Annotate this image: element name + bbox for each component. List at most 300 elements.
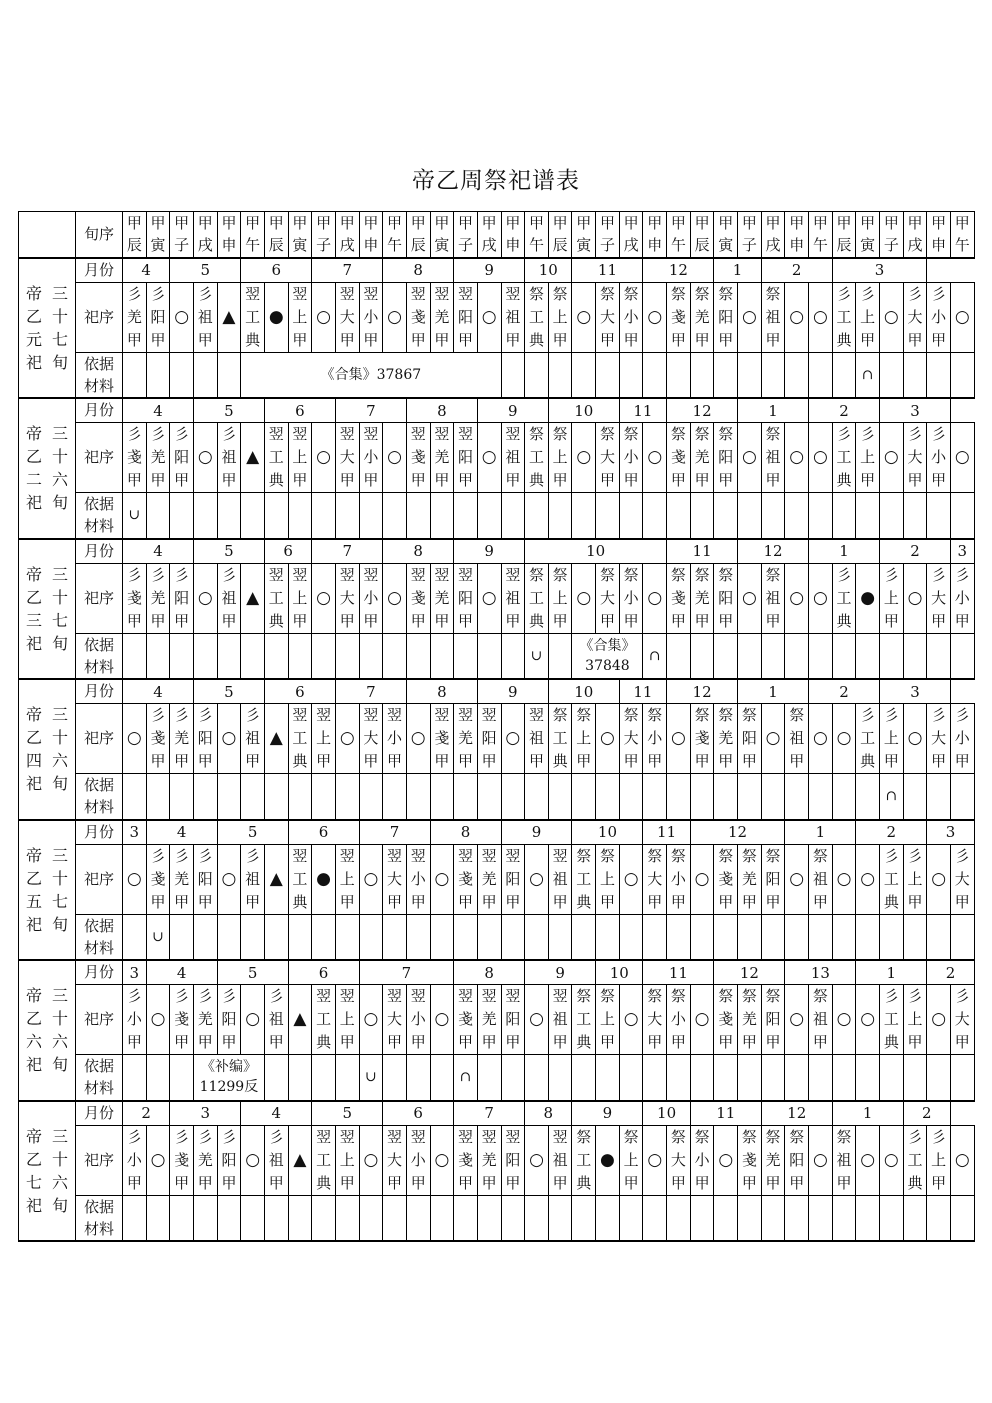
- sacrifice-cell: 彡 祖 甲: [264, 1125, 288, 1195]
- month-cell: 11: [619, 398, 666, 423]
- month-cell: 1: [809, 539, 880, 564]
- sacrifice-cell: ○: [856, 844, 880, 914]
- material-cell: [477, 1195, 501, 1241]
- sacrifice-cell: ○: [193, 423, 217, 493]
- sacrifice-cell: ○: [785, 423, 809, 493]
- reign-name: 帝 乙 二 祀: [25, 424, 42, 513]
- sacrifice-cell: 祭 工 典: [572, 1125, 596, 1195]
- sacrifice-cell: 祭 戔 甲: [714, 844, 738, 914]
- material-cell: [193, 493, 217, 539]
- sacrifice-cell: 祭 小 甲: [619, 282, 643, 352]
- sacrifice-cell: ○: [643, 563, 667, 633]
- sacrifice-cell: 祭 羌 甲: [714, 704, 738, 774]
- material-cell: [832, 493, 856, 539]
- sacrifice-cell: ○: [714, 1125, 738, 1195]
- material-citation-cell: ∩: [880, 774, 904, 820]
- month-cell: 11: [619, 679, 666, 704]
- sacrifice-cell: ▲: [288, 985, 312, 1055]
- material-cell: [359, 774, 383, 820]
- material-cell: [170, 774, 194, 820]
- xun-header-cell: 甲 子: [596, 212, 620, 258]
- material-cell: [548, 633, 572, 679]
- month-cell: 6: [383, 1101, 454, 1126]
- material-cell: [690, 774, 714, 820]
- material-cell: [619, 352, 643, 398]
- month-cell: 12: [667, 398, 738, 423]
- month-cell: 8: [383, 258, 454, 283]
- material-cell: [288, 493, 312, 539]
- sacrifice-cell: 祭 戔 甲: [738, 1125, 762, 1195]
- material-cell: [667, 352, 691, 398]
- material-cell: [950, 1055, 974, 1101]
- material-cell: [856, 633, 880, 679]
- reign-name: 帝 乙 六 祀: [25, 986, 42, 1075]
- sacrifice-cell: 彡 羌 甲: [193, 1125, 217, 1195]
- sacrifice-cell: 彡 小 甲: [123, 985, 147, 1055]
- material-cell: [241, 633, 265, 679]
- sacrifice-cell: 翌 上 甲: [335, 1125, 359, 1195]
- material-cell: [170, 1055, 194, 1101]
- material-cell: [525, 1055, 549, 1101]
- sacrifice-cell: 彡 戔 甲: [170, 1125, 194, 1195]
- month-cell: 1: [714, 258, 761, 283]
- reign-label: [19, 960, 76, 1101]
- month-cell: 3: [927, 820, 974, 845]
- month-row-label: 月份: [76, 1101, 123, 1126]
- sacrifice-cell: 翌 工 典: [264, 423, 288, 493]
- material-cell: [123, 352, 147, 398]
- sacrifice-cell: 翌 祖 甲: [501, 282, 525, 352]
- reign-xun-count: 三 十 七 旬: [52, 283, 69, 372]
- material-cell: [809, 493, 833, 539]
- month-cell: 11: [667, 539, 738, 564]
- material-cell: [501, 1055, 525, 1101]
- month-cell: 12: [761, 1101, 832, 1126]
- xun-header-cell: 甲 戌: [903, 212, 927, 258]
- material-cell: [903, 1195, 927, 1241]
- sacrifice-cell: 彡 小 甲: [927, 423, 951, 493]
- month-cell: 8: [454, 960, 525, 985]
- material-cell: [288, 633, 312, 679]
- material-cell: [406, 774, 430, 820]
- month-cell: 7: [312, 258, 383, 283]
- xun-header-cell: 甲 寅: [430, 212, 454, 258]
- material-cell: [880, 352, 904, 398]
- material-cell: [785, 1055, 809, 1101]
- month-cell: 10: [525, 539, 667, 564]
- material-cell: [690, 493, 714, 539]
- month-cell: 8: [406, 398, 477, 423]
- month-cell: 9: [572, 1101, 643, 1126]
- sacrifice-cell: 祭 阳 甲: [785, 1125, 809, 1195]
- sacrifice-cell: 祭 祖 甲: [832, 1125, 856, 1195]
- sacrifice-cell: 彡 祖 甲: [264, 985, 288, 1055]
- sacrifice-cell: ○: [406, 704, 430, 774]
- sacrifice-table-wrapper: [18, 211, 975, 1242]
- material-cell: [406, 914, 430, 960]
- material-cell: [359, 633, 383, 679]
- material-cell: [690, 633, 714, 679]
- xun-header-cell: 甲 申: [359, 212, 383, 258]
- material-cell: [312, 774, 336, 820]
- material-cell: [785, 914, 809, 960]
- reign-xun-count: 三 十 六 旬: [52, 424, 69, 513]
- material-cell: [477, 633, 501, 679]
- sacrifice-cell: 祭 羌 甲: [738, 844, 762, 914]
- material-cell: [548, 914, 572, 960]
- month-cell: 2: [927, 960, 974, 985]
- sacrifice-cell: 祭 大 甲: [667, 1125, 691, 1195]
- sacrifice-cell: ○: [832, 704, 856, 774]
- month-cell: 1: [832, 1101, 903, 1126]
- material-cell: [525, 914, 549, 960]
- sacrifice-cell: 祭 阳 甲: [738, 704, 762, 774]
- sacrifice-cell: ○: [383, 563, 407, 633]
- sacrifice-cell: 彡 祖 甲: [241, 704, 265, 774]
- material-cell: [903, 914, 927, 960]
- sacrifice-cell: ○: [572, 563, 596, 633]
- sacrifice-cell: ○: [809, 423, 833, 493]
- material-cell: [312, 633, 336, 679]
- sacrifice-cell: ○: [856, 1125, 880, 1195]
- sacrifice-cell: ▲: [217, 282, 241, 352]
- xun-header-cell: 甲 午: [383, 212, 407, 258]
- xun-header-cell: 甲 寅: [856, 212, 880, 258]
- month-cell: 2: [856, 820, 927, 845]
- sacrifice-cell: ○: [809, 704, 833, 774]
- month-cell: 8: [525, 1101, 572, 1126]
- xun-header-cell: 甲 辰: [406, 212, 430, 258]
- xun-header-cell: 甲 寅: [288, 212, 312, 258]
- xun-header-cell: 甲 申: [501, 212, 525, 258]
- material-cell: [856, 774, 880, 820]
- materials-row-label: 依据 材料: [76, 914, 123, 960]
- sacrifice-cell: 彡 工 典: [856, 704, 880, 774]
- material-cell: [501, 1195, 525, 1241]
- sacrifice-cell: 祭 戔 甲: [714, 985, 738, 1055]
- material-cell: [690, 1195, 714, 1241]
- sacrifice-cell: 祭 工 典: [548, 704, 572, 774]
- material-cell: [572, 1195, 596, 1241]
- material-cell: [690, 914, 714, 960]
- material-citation-cell: ∩: [454, 1055, 478, 1101]
- sacrifice-cell: ○: [927, 844, 951, 914]
- material-cell: [525, 352, 549, 398]
- sacrifice-cell: ○: [785, 563, 809, 633]
- month-cell: 11: [572, 258, 643, 283]
- sacrifice-cell: 彡 大 甲: [950, 985, 974, 1055]
- material-cell: [264, 1055, 288, 1101]
- sacrifice-cell: 彡 工 典: [880, 844, 904, 914]
- xun-header-cell: 甲 寅: [714, 212, 738, 258]
- material-cell: [856, 914, 880, 960]
- material-cell: [619, 1195, 643, 1241]
- month-cell: 12: [690, 820, 785, 845]
- month-cell: 1: [856, 960, 927, 985]
- material-cell: [193, 774, 217, 820]
- sacrifice-cell: 翌 祖 甲: [501, 423, 525, 493]
- sacrifice-cell: 祭 羌 甲: [690, 282, 714, 352]
- material-cell: [146, 1055, 170, 1101]
- material-citation-cell: ∩: [643, 633, 667, 679]
- month-row-label: 月份: [76, 679, 123, 704]
- material-cell: [146, 633, 170, 679]
- material-cell: [241, 493, 265, 539]
- material-cell: [596, 1195, 620, 1241]
- sacrifice-row-label: 祀序: [76, 985, 123, 1055]
- reign-name: 帝 乙 七 祀: [25, 1126, 42, 1215]
- sacrifice-cell: ○: [359, 985, 383, 1055]
- material-cell: [454, 914, 478, 960]
- sacrifice-cell: ○: [596, 704, 620, 774]
- sacrifice-cell: 翌 祖 甲: [548, 985, 572, 1055]
- month-cell: 9: [477, 679, 548, 704]
- material-cell: [690, 352, 714, 398]
- sacrifice-cell: 彡 上 甲: [903, 844, 927, 914]
- month-cell: 2: [903, 1101, 950, 1126]
- material-cell: [880, 1195, 904, 1241]
- material-cell: [950, 914, 974, 960]
- sacrifice-cell: 彡 上 甲: [903, 985, 927, 1055]
- material-cell: [572, 774, 596, 820]
- sacrifice-cell: ○: [335, 704, 359, 774]
- material-cell: [217, 1195, 241, 1241]
- reign-xun-count: 三 十 七 旬: [52, 845, 69, 934]
- material-cell: [430, 1055, 454, 1101]
- material-cell: [217, 352, 241, 398]
- sacrifice-cell: ○: [950, 282, 974, 352]
- month-cell: 6: [288, 960, 359, 985]
- sacrifice-cell: 彡 祖 甲: [193, 282, 217, 352]
- sacrifice-cell: ○: [785, 282, 809, 352]
- material-citation-cell: 《补编》 11299反: [193, 1055, 264, 1101]
- material-citation-cell: ∪: [123, 493, 147, 539]
- material-cell: [785, 1195, 809, 1241]
- material-cell: [525, 493, 549, 539]
- sacrifice-cell: ○: [383, 423, 407, 493]
- sacrifice-cell: 翌 阳 甲: [501, 844, 525, 914]
- material-cell: [123, 633, 147, 679]
- xun-header-cell: 甲 子: [312, 212, 336, 258]
- material-cell: [927, 1195, 951, 1241]
- month-row-label: 月份: [76, 398, 123, 423]
- xun-header-cell: 甲 申: [785, 212, 809, 258]
- material-cell: [454, 493, 478, 539]
- materials-row-label: 依据 材料: [76, 774, 123, 820]
- sacrifice-cell: ○: [312, 282, 336, 352]
- material-cell: [123, 914, 147, 960]
- material-cell: [406, 493, 430, 539]
- month-row-label: 月份: [76, 960, 123, 985]
- xun-header-cell: 甲 辰: [123, 212, 147, 258]
- material-cell: [809, 1055, 833, 1101]
- sacrifice-cell: 彡 阳 甲: [217, 985, 241, 1055]
- material-cell: [454, 633, 478, 679]
- month-cell: 4: [123, 398, 194, 423]
- month-cell: 6: [288, 820, 359, 845]
- sacrifice-cell: ▲: [241, 563, 265, 633]
- material-citation-cell: ∩: [856, 352, 880, 398]
- material-cell: [312, 1055, 336, 1101]
- sacrifice-cell: 翌 阳 甲: [501, 985, 525, 1055]
- reign-xun-count: 三 十 六 旬: [52, 986, 69, 1075]
- month-cell: 3: [170, 1101, 241, 1126]
- sacrifice-cell: 祭 上 甲: [619, 1125, 643, 1195]
- month-cell: 4: [241, 1101, 312, 1126]
- month-cell: 12: [714, 960, 785, 985]
- material-cell: [406, 1195, 430, 1241]
- material-cell: [619, 774, 643, 820]
- sacrifice-cell: ▲: [241, 423, 265, 493]
- material-cell: [667, 1055, 691, 1101]
- sacrifice-cell: 彡 祖 甲: [217, 423, 241, 493]
- sacrifice-cell: 翌 戔 甲: [454, 844, 478, 914]
- material-cell: [832, 1195, 856, 1241]
- sacrifice-cell: 祭 小 甲: [619, 563, 643, 633]
- sacrifice-cell: ○: [785, 985, 809, 1055]
- sacrifice-cell: ○: [170, 282, 194, 352]
- xun-header-cell: 甲 戌: [335, 212, 359, 258]
- page-title: 帝乙周祭祀谱表: [412, 168, 580, 194]
- sacrifice-cell: ○: [761, 704, 785, 774]
- material-cell: [761, 914, 785, 960]
- material-cell: [832, 1055, 856, 1101]
- month-cell: 5: [170, 258, 241, 283]
- sacrifice-cell: ○: [312, 563, 336, 633]
- material-cell: [714, 493, 738, 539]
- sacrifice-cell: 翌 羌 甲: [454, 704, 478, 774]
- month-cell: 6: [241, 258, 312, 283]
- sacrifice-cell: 彡 阳 甲: [193, 844, 217, 914]
- sacrifice-cell: ○: [738, 423, 762, 493]
- material-cell: [359, 914, 383, 960]
- month-cell: 5: [312, 1101, 383, 1126]
- sacrifice-cell: 翌 戔 甲: [454, 985, 478, 1055]
- material-cell: [856, 1195, 880, 1241]
- sacrifice-cell: 祭 阳 甲: [761, 985, 785, 1055]
- sacrifice-cell: 祭 戔 甲: [690, 704, 714, 774]
- sacrifice-cell: 祭 上 甲: [596, 985, 620, 1055]
- material-cell: [880, 1055, 904, 1101]
- material-cell: [217, 774, 241, 820]
- material-cell: [738, 493, 762, 539]
- material-cell: [572, 352, 596, 398]
- material-cell: [335, 914, 359, 960]
- material-cell: [927, 1055, 951, 1101]
- sacrifice-cell: ○: [903, 563, 927, 633]
- material-cell: [643, 1055, 667, 1101]
- sacrifice-cell: 彡 上 甲: [927, 1125, 951, 1195]
- sacrifice-cell: 祭 阳 甲: [714, 423, 738, 493]
- sacrifice-cell: 彡 阳 甲: [217, 1125, 241, 1195]
- material-cell: [548, 493, 572, 539]
- material-cell: [477, 493, 501, 539]
- sacrifice-cell: ○: [832, 844, 856, 914]
- sacrifice-cell: 彡 大 甲: [927, 704, 951, 774]
- material-citation-cell: ∪: [525, 633, 549, 679]
- materials-row-label: 依据 材料: [76, 1195, 123, 1241]
- month-cell: 9: [477, 398, 548, 423]
- material-cell: [572, 914, 596, 960]
- xun-order-label: 旬序: [76, 212, 123, 258]
- material-cell: [785, 633, 809, 679]
- sacrifice-cell: 祭 上 甲: [548, 282, 572, 352]
- material-cell: [454, 774, 478, 820]
- material-cell: [950, 633, 974, 679]
- reign-label: [19, 679, 76, 820]
- material-cell: [785, 774, 809, 820]
- sacrifice-cell: 翌 阳 甲: [477, 704, 501, 774]
- material-cell: [596, 493, 620, 539]
- material-cell: [950, 493, 974, 539]
- sacrifice-row-label: 祀序: [76, 423, 123, 493]
- sacrifice-cell: 祭 祖 甲: [761, 282, 785, 352]
- material-cell: [643, 774, 667, 820]
- sacrifice-cell: 翌 大 甲: [335, 423, 359, 493]
- month-cell: 7: [312, 539, 383, 564]
- reign-label: [19, 539, 76, 680]
- sacrifice-cell: 彡 上 甲: [856, 282, 880, 352]
- material-cell: [809, 352, 833, 398]
- sacrifice-cell: ○: [880, 282, 904, 352]
- material-cell: [359, 493, 383, 539]
- material-cell: [832, 633, 856, 679]
- sacrifice-cell: 祭 大 甲: [596, 423, 620, 493]
- material-cell: [335, 1055, 359, 1101]
- sacrifice-cell: ○: [880, 1125, 904, 1195]
- sacrifice-cell: 彡 阳 甲: [146, 282, 170, 352]
- material-cell: [193, 352, 217, 398]
- month-cell: 12: [667, 679, 738, 704]
- month-cell: 13: [785, 960, 856, 985]
- sacrifice-cell: 祭 羌 甲: [690, 563, 714, 633]
- material-cell: [667, 1195, 691, 1241]
- month-cell: 2: [809, 398, 880, 423]
- month-cell: 1: [738, 398, 809, 423]
- month-cell: 2: [809, 679, 880, 704]
- sacrifice-cell: ○: [525, 844, 549, 914]
- material-cell: [927, 914, 951, 960]
- sacrifice-cell: 祭 羌 甲: [690, 423, 714, 493]
- sacrifice-cell: 翌 祖 甲: [548, 844, 572, 914]
- sacrifice-cell: 翌 工 典: [241, 282, 265, 352]
- sacrifice-cell: 翌 阳 甲: [501, 1125, 525, 1195]
- sacrifice-cell: 彡 工 典: [903, 1125, 927, 1195]
- sacrifice-cell: ○: [832, 985, 856, 1055]
- material-cell: [501, 774, 525, 820]
- material-cell: [880, 914, 904, 960]
- sacrifice-cell: 彡 大 甲: [903, 282, 927, 352]
- material-cell: [501, 633, 525, 679]
- sacrifice-cell: 翌 小 甲: [359, 423, 383, 493]
- month-cell: 12: [738, 539, 809, 564]
- material-cell: [335, 1195, 359, 1241]
- sacrifice-cell: ○: [193, 563, 217, 633]
- material-cell: [430, 914, 454, 960]
- material-cell: [738, 914, 762, 960]
- sacrifice-cell: ○: [525, 1125, 549, 1195]
- material-cell: [193, 914, 217, 960]
- month-cell: 3: [880, 679, 951, 704]
- month-cell: 9: [501, 820, 572, 845]
- material-cell: [572, 1055, 596, 1101]
- sacrifice-cell: 彡 羌 甲: [170, 844, 194, 914]
- material-cell: [264, 493, 288, 539]
- material-cell: [643, 493, 667, 539]
- material-cell: [123, 1195, 147, 1241]
- material-cell: [738, 1195, 762, 1241]
- material-cell: [430, 633, 454, 679]
